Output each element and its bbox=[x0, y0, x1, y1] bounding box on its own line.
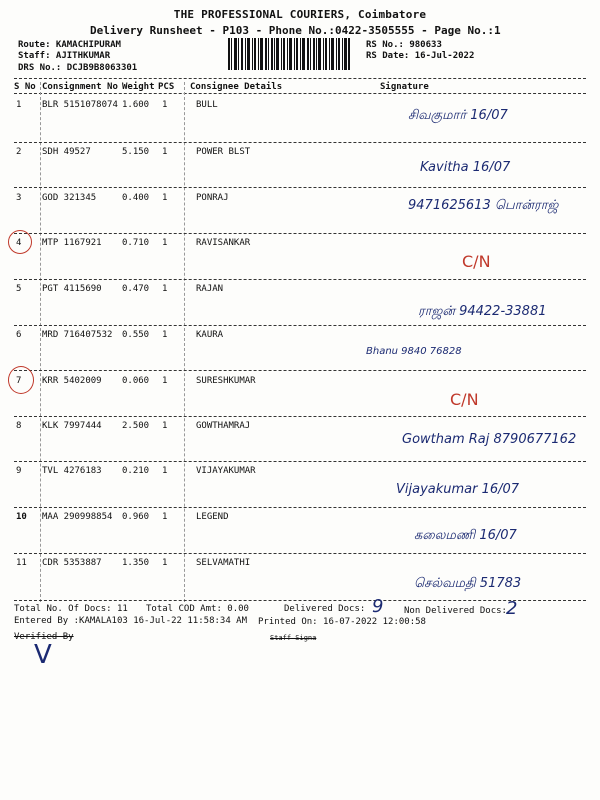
row-consignee: GOWTHAMRAJ bbox=[196, 421, 251, 431]
row-sno: 4 bbox=[16, 238, 22, 248]
header-rule-bottom bbox=[14, 93, 586, 94]
row-sno: 3 bbox=[16, 193, 22, 203]
row-weight: 2.500 bbox=[122, 421, 150, 431]
row-weight: 0.960 bbox=[122, 512, 150, 522]
col-sno: S No bbox=[14, 82, 36, 92]
row-consignment: TVL 4276183 bbox=[42, 466, 102, 476]
row-consignee: LEGEND bbox=[196, 512, 229, 522]
row-consignee: RAJAN bbox=[196, 284, 224, 294]
row-pcs: 1 bbox=[162, 100, 168, 110]
entered-by: Entered By :KAMALA103 16-Jul-22 11:58:34 AM bbox=[14, 616, 247, 626]
row-consignee: BULL bbox=[196, 100, 218, 110]
row-signature: கலைமணி 16/07 bbox=[414, 528, 517, 543]
row-consignment: MTP 1167921 bbox=[42, 238, 102, 248]
verifier-signature: V bbox=[34, 640, 52, 670]
staff-signature-label: Staff Signa bbox=[270, 634, 317, 642]
row-pcs: 1 bbox=[162, 421, 168, 431]
row-signature: செல்வமதி 51783 bbox=[414, 576, 522, 591]
drs-label: DRS No.: DCJB9B8063301 bbox=[18, 63, 138, 73]
row-divider bbox=[14, 461, 586, 462]
row-pcs: 1 bbox=[162, 376, 168, 386]
delivered-count: 9 bbox=[372, 596, 384, 617]
document-subtitle: Delivery Runsheet - P103 - Phone No.:0422-3505555 - Page No.:1 bbox=[90, 24, 501, 37]
col-consignee: Consignee Details bbox=[190, 82, 283, 92]
col-weight: Weight bbox=[122, 82, 155, 92]
row-divider bbox=[14, 370, 586, 371]
row-consignment: MRD 716407532 bbox=[42, 330, 113, 340]
total-cod: Total COD Amt: 0.00 bbox=[146, 604, 249, 614]
row-signature: Kavitha 16/07 bbox=[420, 160, 511, 175]
row-pcs: 1 bbox=[162, 238, 168, 248]
row-consignment: BLR 5151078074 bbox=[42, 100, 118, 110]
col-pcs: PCS bbox=[158, 82, 175, 92]
route-label: Route: KAMACHIPURAM bbox=[18, 40, 121, 50]
row-divider bbox=[14, 279, 586, 280]
row-pcs: 1 bbox=[162, 147, 168, 157]
row-signature: ராஜன் 94422-33881 bbox=[418, 304, 547, 319]
row-pcs: 1 bbox=[162, 193, 168, 203]
row-divider bbox=[14, 325, 586, 326]
row-weight: 0.060 bbox=[122, 376, 150, 386]
delivered-label: Delivered Docs: bbox=[284, 604, 366, 614]
column-divider bbox=[184, 82, 185, 602]
row-consignment: CDR 5353887 bbox=[42, 558, 102, 568]
row-consignment: SDH 49527 bbox=[42, 147, 91, 157]
row-weight: 1.350 bbox=[122, 558, 150, 568]
row-consignment: KRR 5402009 bbox=[42, 376, 102, 386]
row-divider bbox=[14, 187, 586, 188]
row-pcs: 1 bbox=[162, 558, 168, 568]
printed-on: Printed On: 16-07-2022 12:00:58 bbox=[258, 617, 426, 627]
row-divider bbox=[14, 233, 586, 234]
row-sno: 10 bbox=[16, 512, 27, 522]
row-sno: 1 bbox=[16, 100, 22, 110]
rs-number: RS No.: 980633 bbox=[366, 40, 442, 50]
row-consignee: SELVAMATHI bbox=[196, 558, 251, 568]
row-sno: 8 bbox=[16, 421, 22, 431]
row-signature: C/N bbox=[462, 252, 491, 271]
row-weight: 1.600 bbox=[122, 100, 150, 110]
row-consignee: VIJAYAKUMAR bbox=[196, 466, 256, 476]
row-signature: Vijayakumar 16/07 bbox=[396, 482, 520, 497]
staff-label: Staff: AJITHKUMAR bbox=[18, 51, 111, 61]
row-weight: 5.150 bbox=[122, 147, 150, 157]
row-signature: C/N bbox=[450, 390, 479, 409]
row-sno: 2 bbox=[16, 147, 22, 157]
rs-date: RS Date: 16-Jul-2022 bbox=[366, 51, 475, 61]
row-weight: 0.400 bbox=[122, 193, 150, 203]
row-sno: 6 bbox=[16, 330, 22, 340]
row-signature: Gowtham Raj 8790677162 bbox=[402, 432, 577, 447]
col-signature: Signature bbox=[380, 82, 429, 92]
row-consignment: GOD 321345 bbox=[42, 193, 97, 203]
row-divider bbox=[14, 507, 586, 508]
row-sno: 11 bbox=[16, 558, 27, 568]
row-weight: 0.470 bbox=[122, 284, 150, 294]
row-weight: 0.550 bbox=[122, 330, 150, 340]
row-signature: 9471625613 பொன்ராஜ் bbox=[408, 198, 559, 213]
row-sno: 7 bbox=[16, 376, 22, 386]
row-consignment: PGT 4115690 bbox=[42, 284, 102, 294]
row-weight: 0.710 bbox=[122, 238, 150, 248]
row-sno: 9 bbox=[16, 466, 22, 476]
col-consignment: Consignment No bbox=[42, 82, 118, 92]
header-rule-top bbox=[14, 78, 586, 79]
row-pcs: 1 bbox=[162, 330, 168, 340]
barcode bbox=[228, 38, 350, 70]
row-divider bbox=[14, 142, 586, 143]
row-consignee: KAURA bbox=[196, 330, 224, 340]
row-signature: சிவகுமார் 16/07 bbox=[408, 108, 508, 123]
row-divider bbox=[14, 416, 586, 417]
row-consignment: KLK 7997444 bbox=[42, 421, 102, 431]
verified-by-label: Verified By bbox=[14, 632, 74, 642]
row-sno: 5 bbox=[16, 284, 22, 294]
row-pcs: 1 bbox=[162, 466, 168, 476]
row-consignee: POWER BLST bbox=[196, 147, 251, 157]
row-divider bbox=[14, 553, 586, 554]
row-consignee: RAVISANKAR bbox=[196, 238, 251, 248]
document-title: THE PROFESSIONAL COURIERS, Coimbatore bbox=[173, 8, 427, 21]
row-divider bbox=[14, 600, 586, 601]
row-consignee: SURESHKUMAR bbox=[196, 376, 256, 386]
row-pcs: 1 bbox=[162, 284, 168, 294]
total-docs: Total No. Of Docs: 11 bbox=[14, 604, 128, 614]
row-pcs: 1 bbox=[162, 512, 168, 522]
non-delivered-count: 2 bbox=[506, 598, 518, 619]
non-delivered-label: Non Delivered Docs: bbox=[404, 606, 507, 616]
column-divider bbox=[40, 82, 41, 602]
row-consignee: PONRAJ bbox=[196, 193, 229, 203]
row-weight: 0.210 bbox=[122, 466, 150, 476]
row-consignment: MAA 290998854 bbox=[42, 512, 113, 522]
row-signature: Bhanu 9840 76828 bbox=[366, 346, 462, 357]
